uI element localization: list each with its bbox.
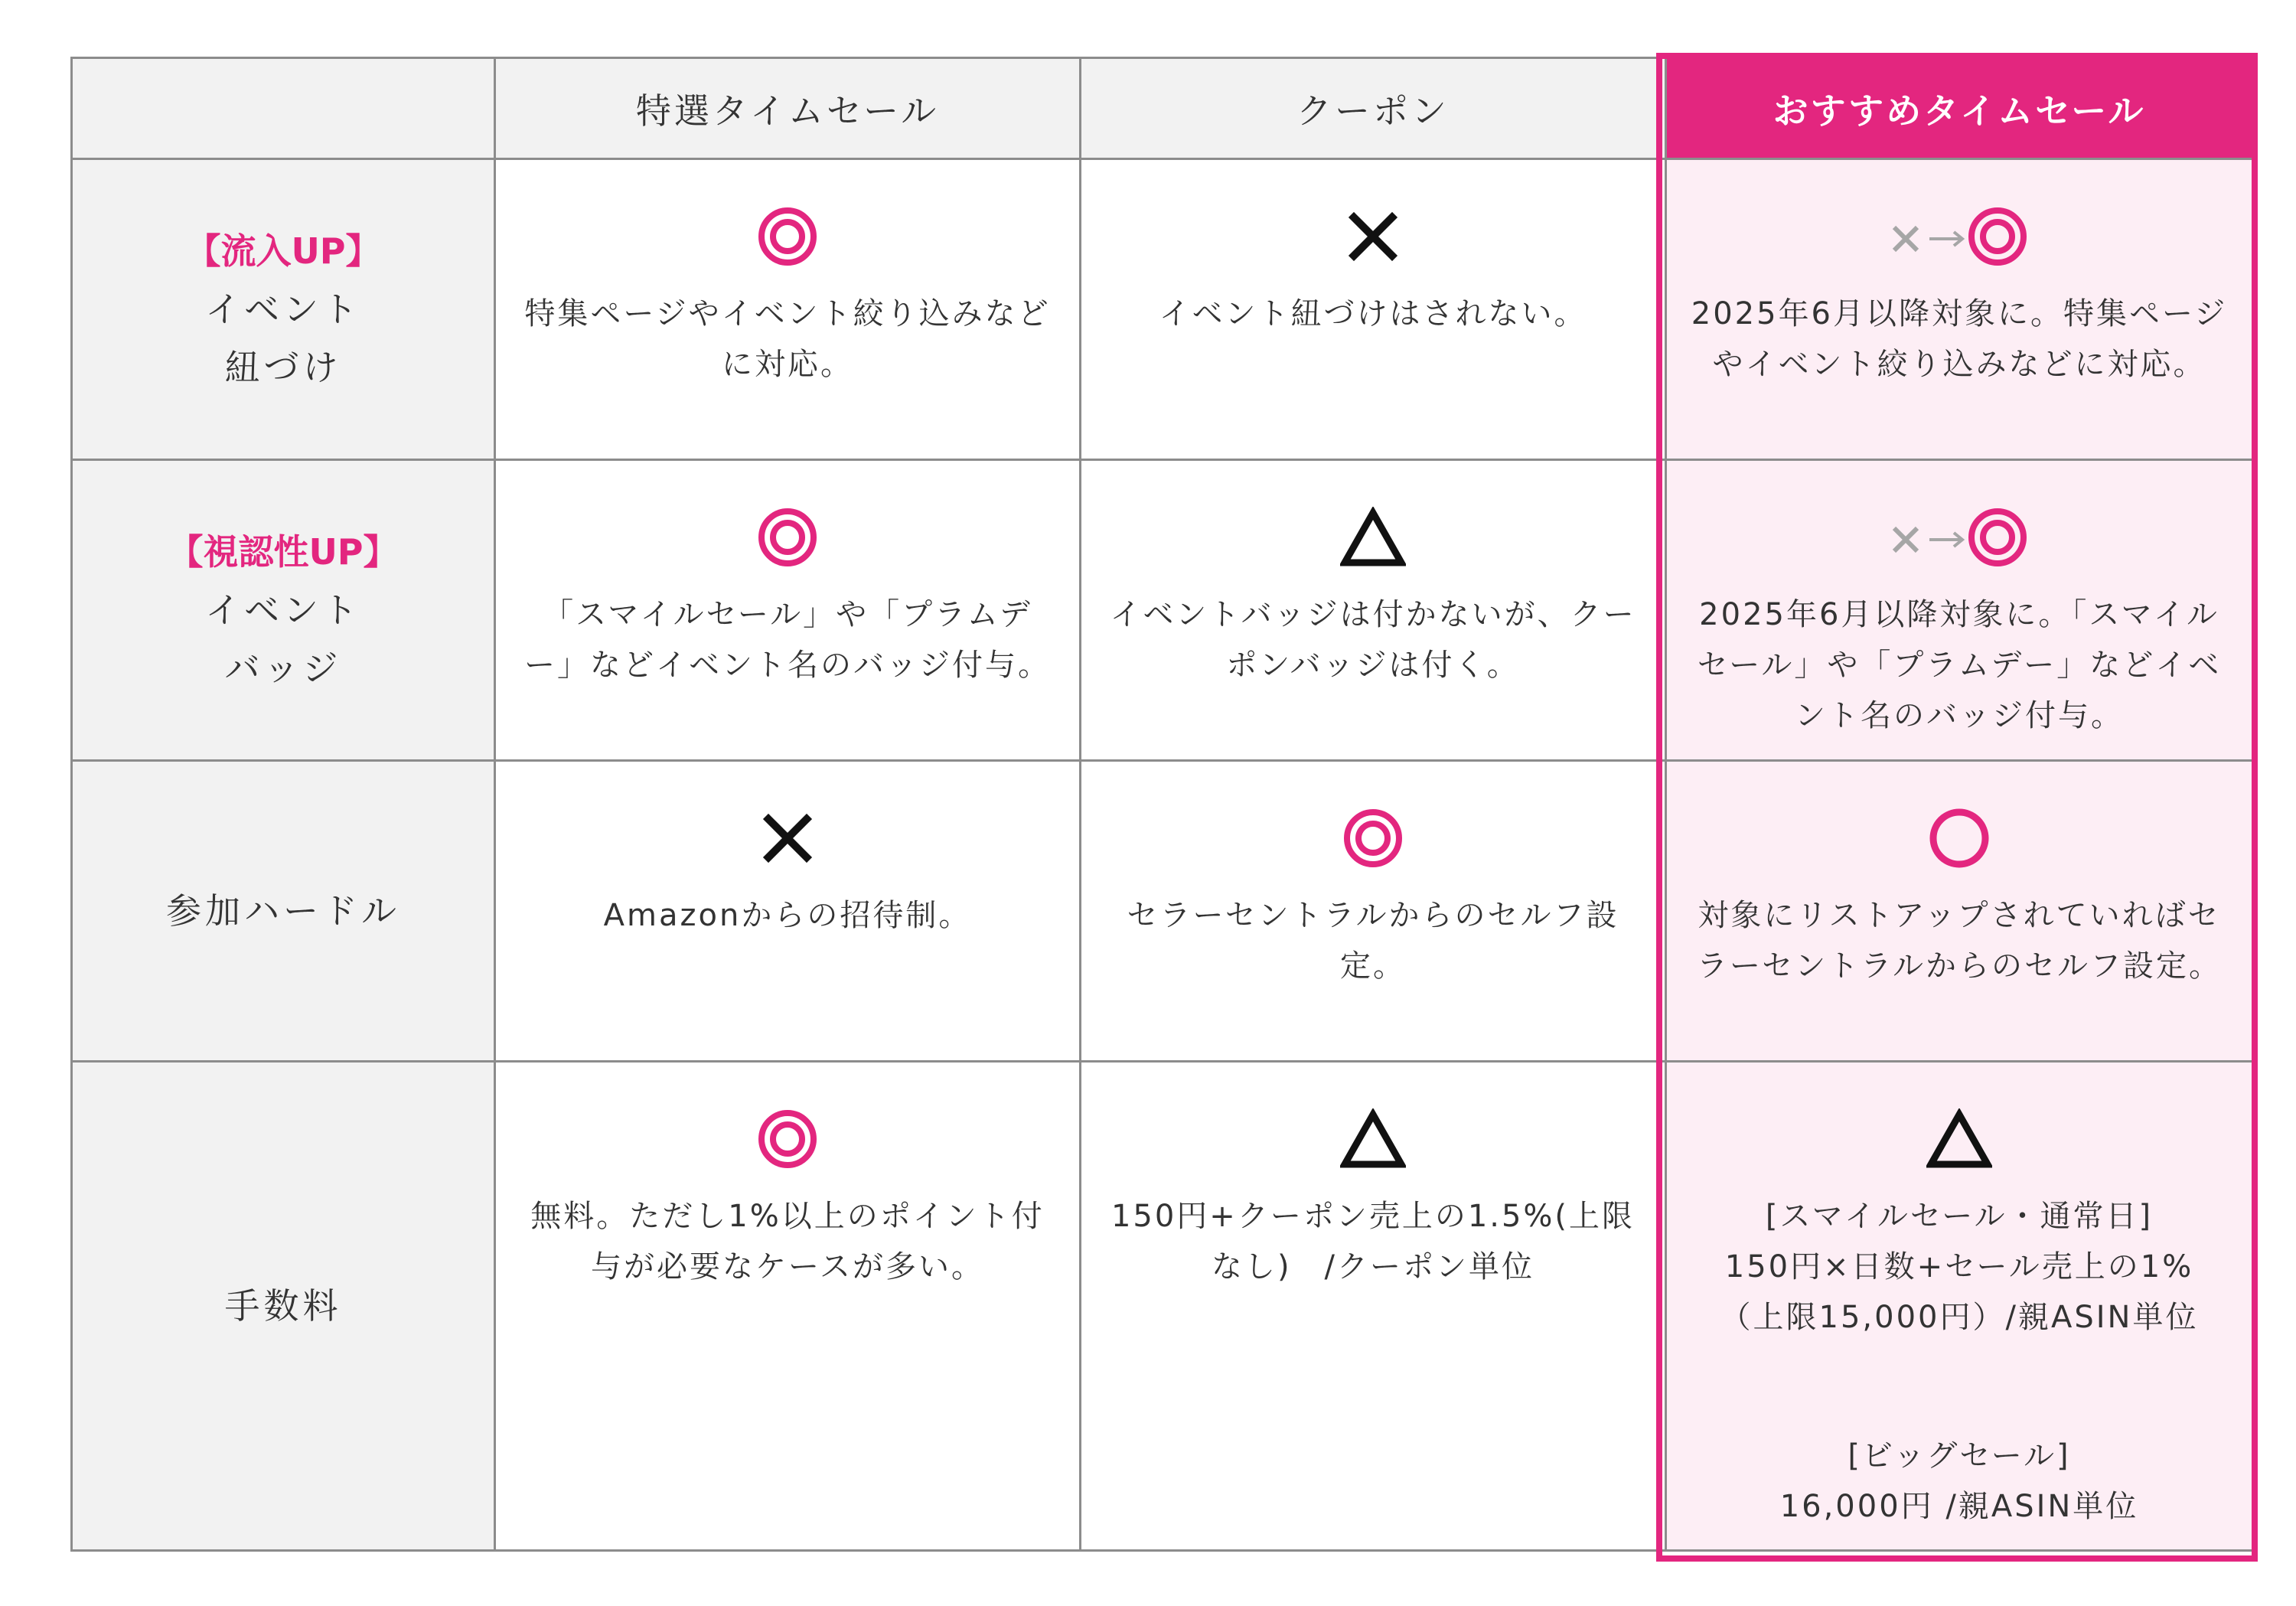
row-fee <box>72 1062 2253 1551</box>
double-circle-icon <box>1342 808 1404 872</box>
row-label-line1: イベント <box>205 289 361 330</box>
row-head-fee <box>72 1062 495 1551</box>
cell-special-traffic <box>495 159 1081 460</box>
cell-text: 2025年6月以降対象に。「スマイルセール」や「プラムデー」などイベント名のバッジ付与。 <box>1697 597 2222 733</box>
cross-to-double-circle-icon <box>1887 204 2032 272</box>
fee-line: （上限15,000円）/親ASIN単位 <box>1720 1300 2199 1335</box>
row-hurdle <box>72 761 2253 1062</box>
circle-icon <box>1929 808 1990 872</box>
header-special-timesale: 特選タイムセール <box>495 58 1081 159</box>
row-head-hurdle <box>72 761 495 1062</box>
row-label-line2: 紐づけ <box>224 347 342 388</box>
row-label-line1: イベント <box>205 589 361 631</box>
cell-recommended-visibility <box>1666 460 2253 761</box>
double-circle-icon <box>757 507 818 571</box>
cross-icon <box>1346 210 1400 266</box>
row-tag: 【視認性UP】 <box>168 531 399 573</box>
cell-coupon-fee <box>1081 1062 1666 1551</box>
comparison-table <box>70 57 2254 1552</box>
triangle-icon <box>1340 507 1406 571</box>
header-coupon: クーポン <box>1081 58 1666 159</box>
header-row <box>72 58 2253 159</box>
cell-coupon-visibility <box>1081 460 1666 761</box>
row-head-visibility <box>72 460 495 761</box>
cell-text: イベントバッジは付かないが、クーポンバッジは付く。 <box>1110 597 1636 683</box>
row-label: 参加ハードル <box>166 890 400 932</box>
cell-text: 2025年6月以降対象に。特集ページやイベント絞り込みなどに対応。 <box>1691 296 2228 382</box>
cell-text: Amazonからの招待制。 <box>603 898 972 933</box>
cell-text: 150円+クーポン売上の1.5%(上限なし) /クーポン単位 <box>1110 1199 1636 1284</box>
triangle-icon <box>1340 1108 1406 1173</box>
header-recommended-timesale: おすすめタイムセール <box>1666 58 2253 159</box>
cell-recommended-fee <box>1666 1062 2253 1551</box>
cell-text: 特集ページやイベント絞り込みなどに対応。 <box>524 296 1051 382</box>
cell-coupon-traffic <box>1081 159 1666 460</box>
cell-special-fee <box>495 1062 1081 1551</box>
double-circle-icon <box>757 1108 818 1173</box>
row-tag: 【流入UP】 <box>185 230 381 272</box>
double-circle-icon <box>757 206 818 270</box>
cell-text: 無料。ただし1%以上のポイント付与が必要なケースが多い。 <box>530 1199 1045 1284</box>
fee-line: [スマイルセール・通常日] <box>1765 1199 2154 1234</box>
header-corner <box>72 58 495 159</box>
row-traffic <box>72 159 2253 460</box>
cross-icon <box>761 811 814 868</box>
row-head-traffic <box>72 159 495 460</box>
fee-line: [ビッグセール] <box>1848 1438 2071 1474</box>
cell-text: 対象にリストアップされていればセラーセントラルからのセルフ設定。 <box>1697 898 2222 984</box>
fee-line: 150円×日数+セール売上の1% <box>1724 1249 2194 1284</box>
cell-special-visibility <box>495 460 1081 761</box>
fee-line: 16,000円 /親ASIN単位 <box>1779 1489 2139 1524</box>
row-label: 手数料 <box>224 1285 342 1327</box>
cell-recommended-hurdle <box>1666 761 2253 1062</box>
cell-text: セラーセントラルからのセルフ設定。 <box>1127 898 1619 984</box>
cell-text: 「スマイルセール」や「プラムデー」などイベント名のバッジ付与。 <box>524 597 1051 683</box>
row-visibility <box>72 460 2253 761</box>
cell-coupon-hurdle <box>1081 761 1666 1062</box>
cell-text: イベント紐づけはされない。 <box>1159 296 1587 331</box>
cross-to-double-circle-icon <box>1887 505 2032 573</box>
row-label-line2: バッジ <box>224 648 342 689</box>
cell-special-hurdle <box>495 761 1081 1062</box>
triangle-icon <box>1926 1108 1992 1173</box>
cell-recommended-traffic <box>1666 159 2253 460</box>
